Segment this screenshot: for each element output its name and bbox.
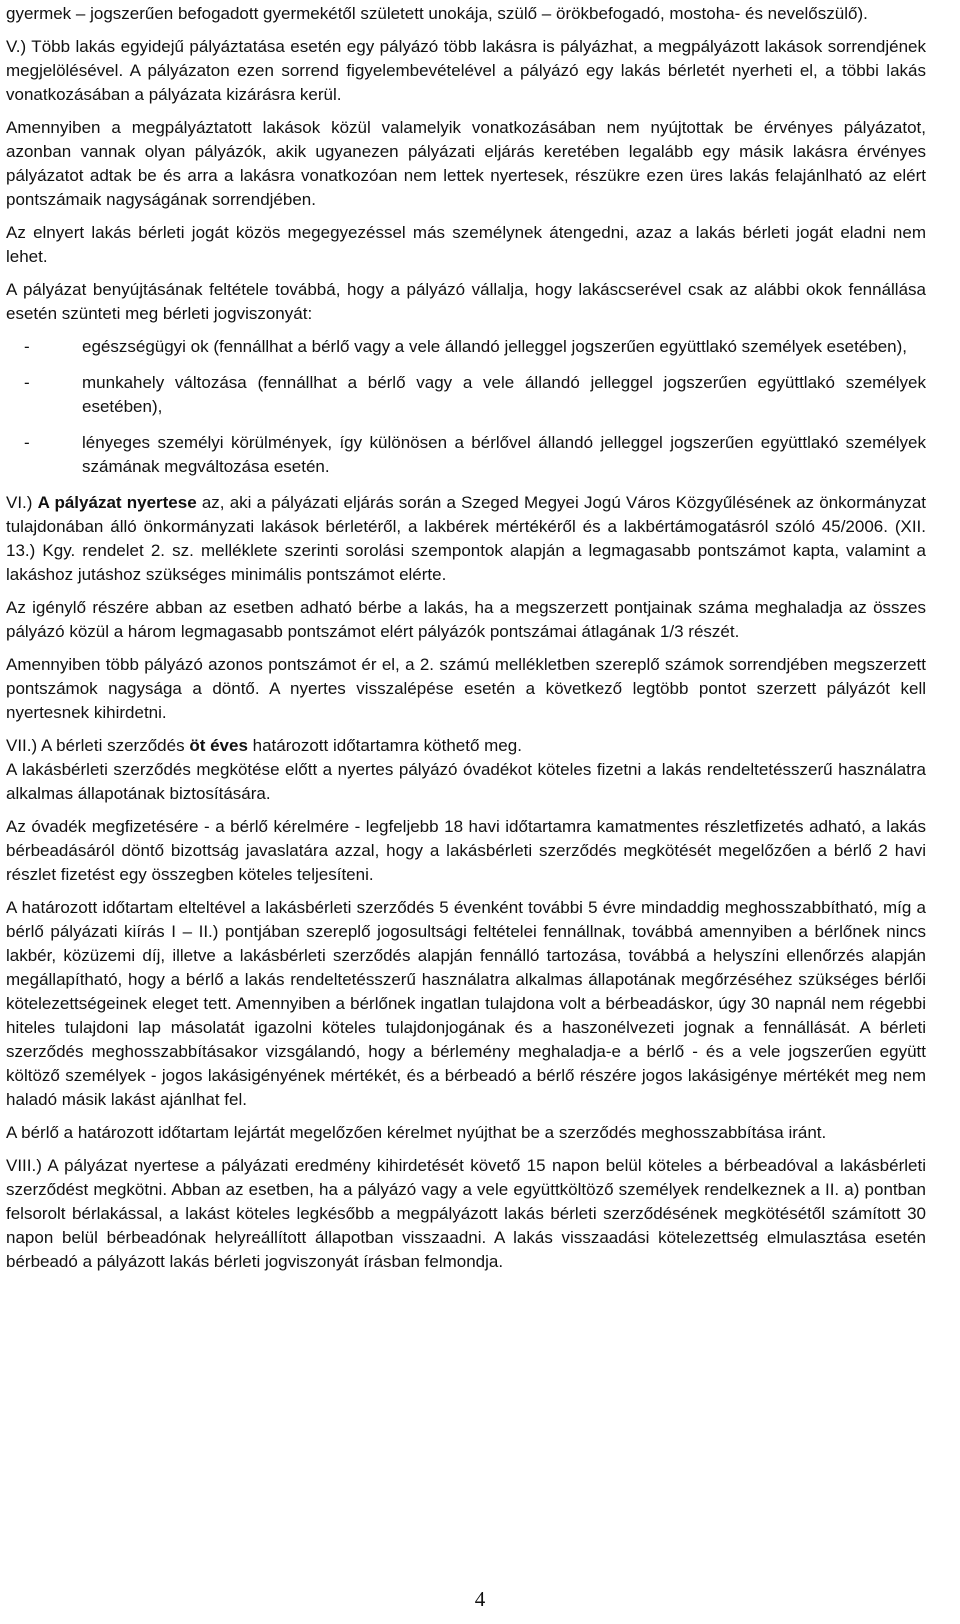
paragraph-family-relations: gyermek – jogszerűen befogadott gyermekétől született unokája, szülő – örökbefogadó, mostoha- és nevelőszülő). (6, 4, 868, 23)
section-6-text: az, aki a pályázati eljárás során a Szeged Megyei Jogú Város Közgyűlésének az önkormányzat tulajdonában álló önkormányzati lakások bérletéről, a lakbérek mértékéről és a lakbértámogatásról szóló 45/2006. (XII. 13.) Kgy. rendelet 2. sz. melléklete szerinti sorolási szempontok alapján a legmagasabb pontszámot kapta, valamint a lakáshoz jutáshoz szükséges minimális pontszámot elérte. (6, 493, 926, 584)
paragraph-section-8: VIII.) A pályázat nyertese a pályázati eredmény kihirdetését követő 15 napon belül köteles a bérbeadóval a lakásbérleti szerződést megkötni. Abban az esetben, ha a pályázó vagy a vele együttköltöző személyek rendelkeznek a II. a) pontban felsorolt bérlakással, a lakást köteles legkésőbb a megpályázott lakás bérleti szerződésének megkötésétől számított 30 napon belül bérbeadónak helyreállított állapotban visszaadni. A lakás visszaadási kötelezettség elmulasztása esetén bérbeadó a pályázott lakás bérleti jogviszonyát írásban felmondja. (6, 1156, 926, 1271)
page-number: 4 (474, 1587, 486, 1611)
paragraph-extension-request: A bérlő a határozott időtartam lejártát megelőzően kérelmet nyújthat be a szerződés meghosszabbítása iránt. (6, 1123, 827, 1142)
paragraph-section-7 (6, 734, 926, 758)
paragraph-rental-right-transfer: Az elnyert lakás bérleti jogát közös megegyezéssel más személynek átengedni, azaz a lakás bérleti jogát eladni nem lehet. (6, 223, 926, 266)
paragraph-unassigned-flats: Amennyiben a megpályáztatott lakások közül valamelyik vonatkozásában nem nyújtottak be érvényes pályázatot, azonban vannak olyan pályázók, akik ugyanezen pályázati eljárás keretében legalább egy másik lakásra érvényes pályázatot adtak be és arra a lakásra vonatkozóan nem lettek nyertesek, részükre ezen üres lakás felajánlható az elért pontszámaik nagyságának sorrendjében. (6, 118, 926, 209)
paragraph-deposit: A lakásbérleti szerződés megkötése előtt a nyertes pályázó óvadékot köteles fizetni a lakás rendeltetésszerű használatra alkalmas állapotának biztosítására. (6, 760, 926, 803)
paragraph-exchange-condition: A pályázat benyújtásának feltétele továbbá, hogy a pályázó vállalja, hogy lakáscserével csak az alábbi okok fennállása esetén szünteti meg bérleti jogviszonyát: (6, 280, 926, 323)
paragraph-score-threshold: Az igénylő részére abban az esetben adható bérbe a lakás, ha a megszerzett pontjainak száma meghaladja az összes pályázó közül a három legmagasabb pontszámot elért pályázók pontszámai átlagának 1/3 részét. (6, 598, 926, 641)
section-7-prefix: VII.) A bérleti szerződés (6, 736, 190, 755)
section-7-bold: öt éves (189, 736, 248, 755)
paragraph-extension: A határozott időtartam elteltével a lakásbérleti szerződés 5 évenként további 5 évre mindaddig meghosszabbítható, míg a bérlő pályázati kiírás I – II.) pontjában szereplő jogosultsági feltételei fennállnak, továbbá amennyiben a bérlőnek nincs lakbér, közüzemi díj, illetve a lakásbérleti szerződés alapján fennálló tartozása, továbbá a helyszíni ellenőrzés alapján megállapítható, hogy a bérlő a lakás rendeltetésszerű használatra alkalmas állapotának megőrzéséhez szükséges bérlői kötelezettségeinek eleget tett. Amennyiben a bérlőnek ingatlan tulajdona volt a bérbeadáskor, úgy 30 napnál nem régebbi hiteles tulajdoni lap másolatát igazolni köteles tulajdonjogának és a haszonélvezeti jognak a fennállását. A bérleti szerződés meghosszabbításakor vizsgálandó, hogy a bérlemény meghaladja-e a bérlő - és a vele jogszerűen együtt költöző személyek - jogos lakásigényének mértékét, és a bérbeadó a bérlő részére jogos lakásigénye mértékét meg nem haladó másik lakást ajánlhat fel. (6, 898, 926, 1109)
section-6-bold: A pályázat nyertese (37, 493, 197, 512)
paragraph-section-5: V.) Több lakás egyidejű pályáztatása esetén egy pályázó több lakásra is pályázhat, a megpályázott lakások sorrendjének megjelölésével. A pályázaton ezen sorrend figyelembevételével a pályázó egy lakás bérletét nyerheti el, a többi lakás vonatkozásában a pályázata kizárásra kerül. (6, 37, 926, 104)
reason-list (6, 335, 926, 479)
list-item: - lényeges személyi körülmények, így különösen a bérlővel állandó jelleggel jogszerűen együttlakó személyek számának megváltozása esetén. (82, 431, 926, 479)
section-6-prefix: VI.) (6, 493, 38, 512)
list-item: - egészségügyi ok (fennállhat a bérlő vagy a vele állandó jelleggel jogszerűen együttlakó személyek esetében), (82, 335, 926, 359)
paragraph-installments: Az óvadék megfizetésére - a bérlő kérelmére - legfeljebb 18 havi időtartamra kamatmentes részletfizetés adható, a lakás bérbeadásáról döntő bizottság javaslatára azzal, hogy a lakásbérleti szerződés megkötését megelőzően a bérlő 2 havi részlet fizetést egy összegben köteles teljesíteni. (6, 817, 926, 884)
section-7-text: határozott időtartamra köthető meg. (247, 736, 522, 755)
paragraph-tie-break: Amennyiben több pályázó azonos pontszámot ér el, a 2. számú mellékletben szereplő számok sorrendjében megszerzett pontszámok nagysága a döntő. A nyertes visszalépése esetén a következő legtöbb pontot szerzett pályázót kell nyertesnek kihirdetni. (6, 655, 926, 722)
paragraph-section-6 (6, 491, 926, 587)
list-item: - munkahely változása (fennállhat a bérlő vagy a vele állandó jelleggel jogszerűen együttlakó személyek esetében), (82, 371, 926, 419)
